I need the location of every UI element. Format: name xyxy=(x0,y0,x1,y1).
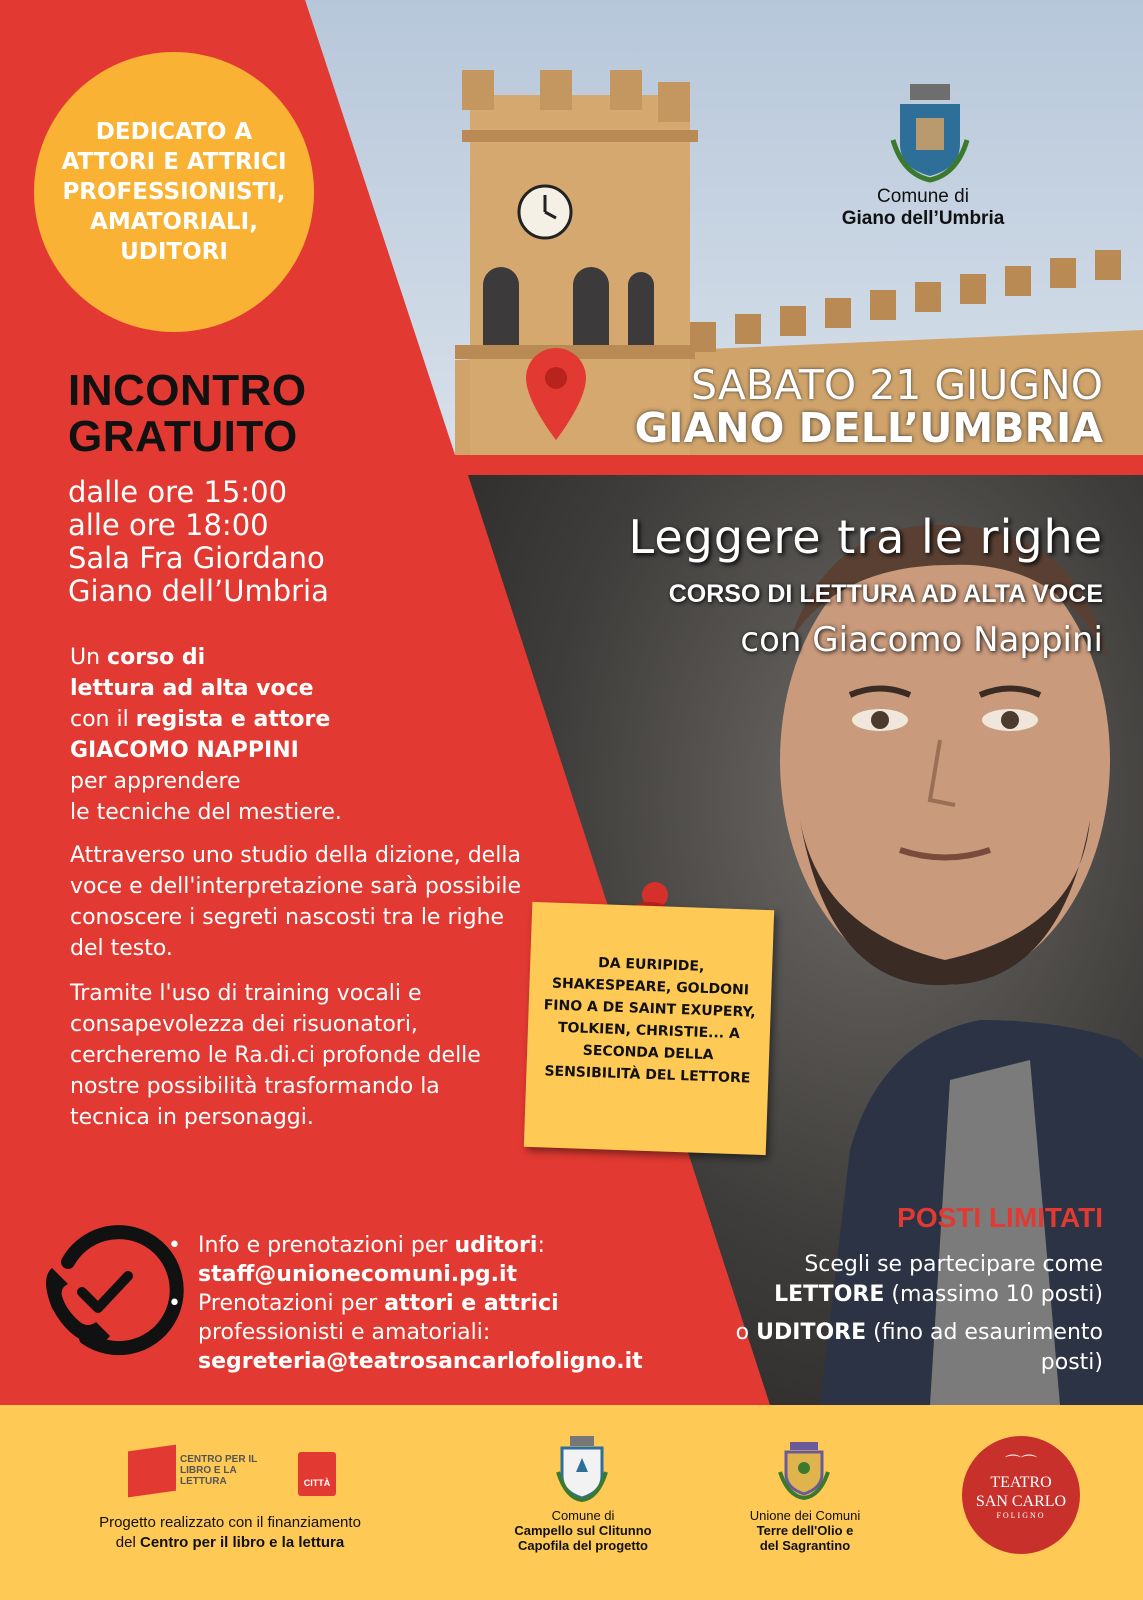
audience-badge xyxy=(34,52,314,332)
schedule-to: alle ore 18:00 xyxy=(68,508,269,542)
schedule-from: dalle ore 15:00 xyxy=(68,475,288,509)
event-date: SABATO 21 GIUGNO xyxy=(691,361,1103,409)
contact-1-bold: uditori xyxy=(454,1233,538,1258)
sticky-note xyxy=(524,902,774,1155)
unione-line-3: del Sagrantino xyxy=(759,1538,851,1553)
teatro-line-3: FOLIGNO xyxy=(996,1511,1046,1520)
intro-bold-1: corso di xyxy=(107,645,206,670)
intro-bold-2: lettura ad alta voce xyxy=(70,676,314,701)
schedule-block xyxy=(68,476,329,608)
teatro-arch-icon: ⌒⌒ xyxy=(1004,1455,1037,1472)
course-teacher: con Giacomo Nappini xyxy=(740,620,1103,660)
lettore-label: LETTORE xyxy=(774,1282,885,1307)
course-title: Leggere tra le righe xyxy=(628,510,1103,564)
intro-paragraph xyxy=(70,642,540,828)
teatro-line-2: SAN CARLO xyxy=(975,1493,1067,1510)
contact-2-text-2: professionisti e amatoriali: xyxy=(198,1320,491,1345)
contact-1-email-link[interactable]: staff@unionecomuni.pg.it xyxy=(198,1262,518,1287)
contact-1-text: Info e prenotazioni per xyxy=(198,1233,448,1258)
intro-bold-3: regista e attore xyxy=(135,707,331,732)
campello-line-1: Comune di xyxy=(551,1508,615,1523)
sticky-note-text: DA EURIPIDE, SHAKESPEARE, GOLDONI FINO A DE SAINT EXUPERY, TOLKIEN, CHRISTIE... A SECONDA DELLA SENSIBILITÀ DEL LETTORE xyxy=(543,955,756,1087)
bullet-icon: • xyxy=(168,1233,181,1258)
title-line-2: GRATUITO xyxy=(68,412,298,461)
paragraph-training: Tramite l'uso di training vocali e consapevolezza dei risuonatori, cercheremo le Ra.di.ci profonde delle nostre possibilità trasformando la tecnica in personaggi. xyxy=(70,981,481,1130)
audience-badge-text: DEDICATO A ATTORI E ATTRICI PROFESSIONISTI, AMATORIALI, UDITORI xyxy=(61,119,287,265)
uditore-note: (fino ad esaurimento posti) xyxy=(873,1320,1103,1375)
intro-bold-4: GIACOMO NAPPINI xyxy=(70,738,299,763)
contact-2-email-link[interactable]: segreteria@teatrosancarlofoligno.it xyxy=(198,1349,643,1374)
comune-top-line-2: Giano dell’Umbria xyxy=(841,208,1005,229)
course-subtitle: CORSO DI LETTURA AD ALTA VOCE xyxy=(668,580,1103,608)
campello-crest-icon xyxy=(556,1436,608,1502)
limited-seats-info xyxy=(723,1250,1103,1378)
schedule-town: Giano dell’Umbria xyxy=(68,574,329,608)
intro-text-1: Un xyxy=(70,645,101,670)
comune-giano-label xyxy=(828,186,1018,230)
contact-item-attori xyxy=(168,1289,643,1376)
unione-line-1: Unione dei Comuni xyxy=(749,1508,861,1523)
contact-2-bold: attori e attrici xyxy=(384,1291,559,1316)
contact-2-text: Prenotazioni per xyxy=(198,1291,378,1316)
citta-logo-text: CITTÀ xyxy=(303,1478,331,1488)
intro-text-4: le tecniche del mestiere. xyxy=(70,800,342,825)
event-place: GIANO DELL’UMBRIA xyxy=(634,404,1103,452)
funding-line-1: Progetto realizzato con il finanziamento xyxy=(99,1514,361,1531)
bullet-icon: • xyxy=(168,1291,181,1316)
intro-text-3: per apprendere xyxy=(70,769,241,794)
contact-1-colon: : xyxy=(537,1233,545,1258)
comune-top-line-1: Comune di xyxy=(877,186,969,207)
contacts-list xyxy=(168,1231,643,1376)
title-line-1: INCONTRO xyxy=(68,366,307,415)
limited-or: o xyxy=(735,1320,750,1345)
unione-label xyxy=(720,1508,890,1553)
funding-bold: Centro per il libro e la lettura xyxy=(139,1534,345,1551)
paragraph-dizione: Attraverso uno studio della dizione, della voce e dell'interpretazione sarà possibile conoscere i segreti nascosti tra le righe del testo. xyxy=(70,843,522,961)
limited-seats-title: POSTI LIMITATI xyxy=(897,1202,1103,1233)
lettore-note: (massimo 10 posti) xyxy=(891,1282,1103,1307)
funding-pre: del xyxy=(115,1534,136,1551)
teatro-san-carlo-logo xyxy=(962,1436,1080,1554)
schedule-venue: Sala Fra Giordano xyxy=(68,541,325,575)
cepell-logo-text: CENTRO PER IL LIBRO E LA LETTURA xyxy=(180,1454,258,1487)
intro-text-2: con il xyxy=(70,707,129,732)
uditore-label: UDITORE xyxy=(756,1320,867,1345)
citta-logo-icon xyxy=(298,1452,336,1496)
limited-line-1: Scegli se partecipare come xyxy=(804,1252,1103,1277)
campello-label xyxy=(488,1508,678,1553)
cepell-logo-icon xyxy=(128,1445,176,1498)
campello-line-3: Capofila del progetto xyxy=(518,1538,648,1553)
contact-item-uditori xyxy=(168,1231,643,1289)
unione-crest-icon xyxy=(776,1442,832,1502)
unione-line-2: Terre dell'Olio e xyxy=(756,1523,854,1538)
page-title xyxy=(68,368,307,460)
funding-credit xyxy=(60,1513,400,1553)
campello-line-2: Campello sul Clitunno xyxy=(514,1523,652,1538)
teatro-line-1: TEATRO xyxy=(990,1474,1052,1491)
